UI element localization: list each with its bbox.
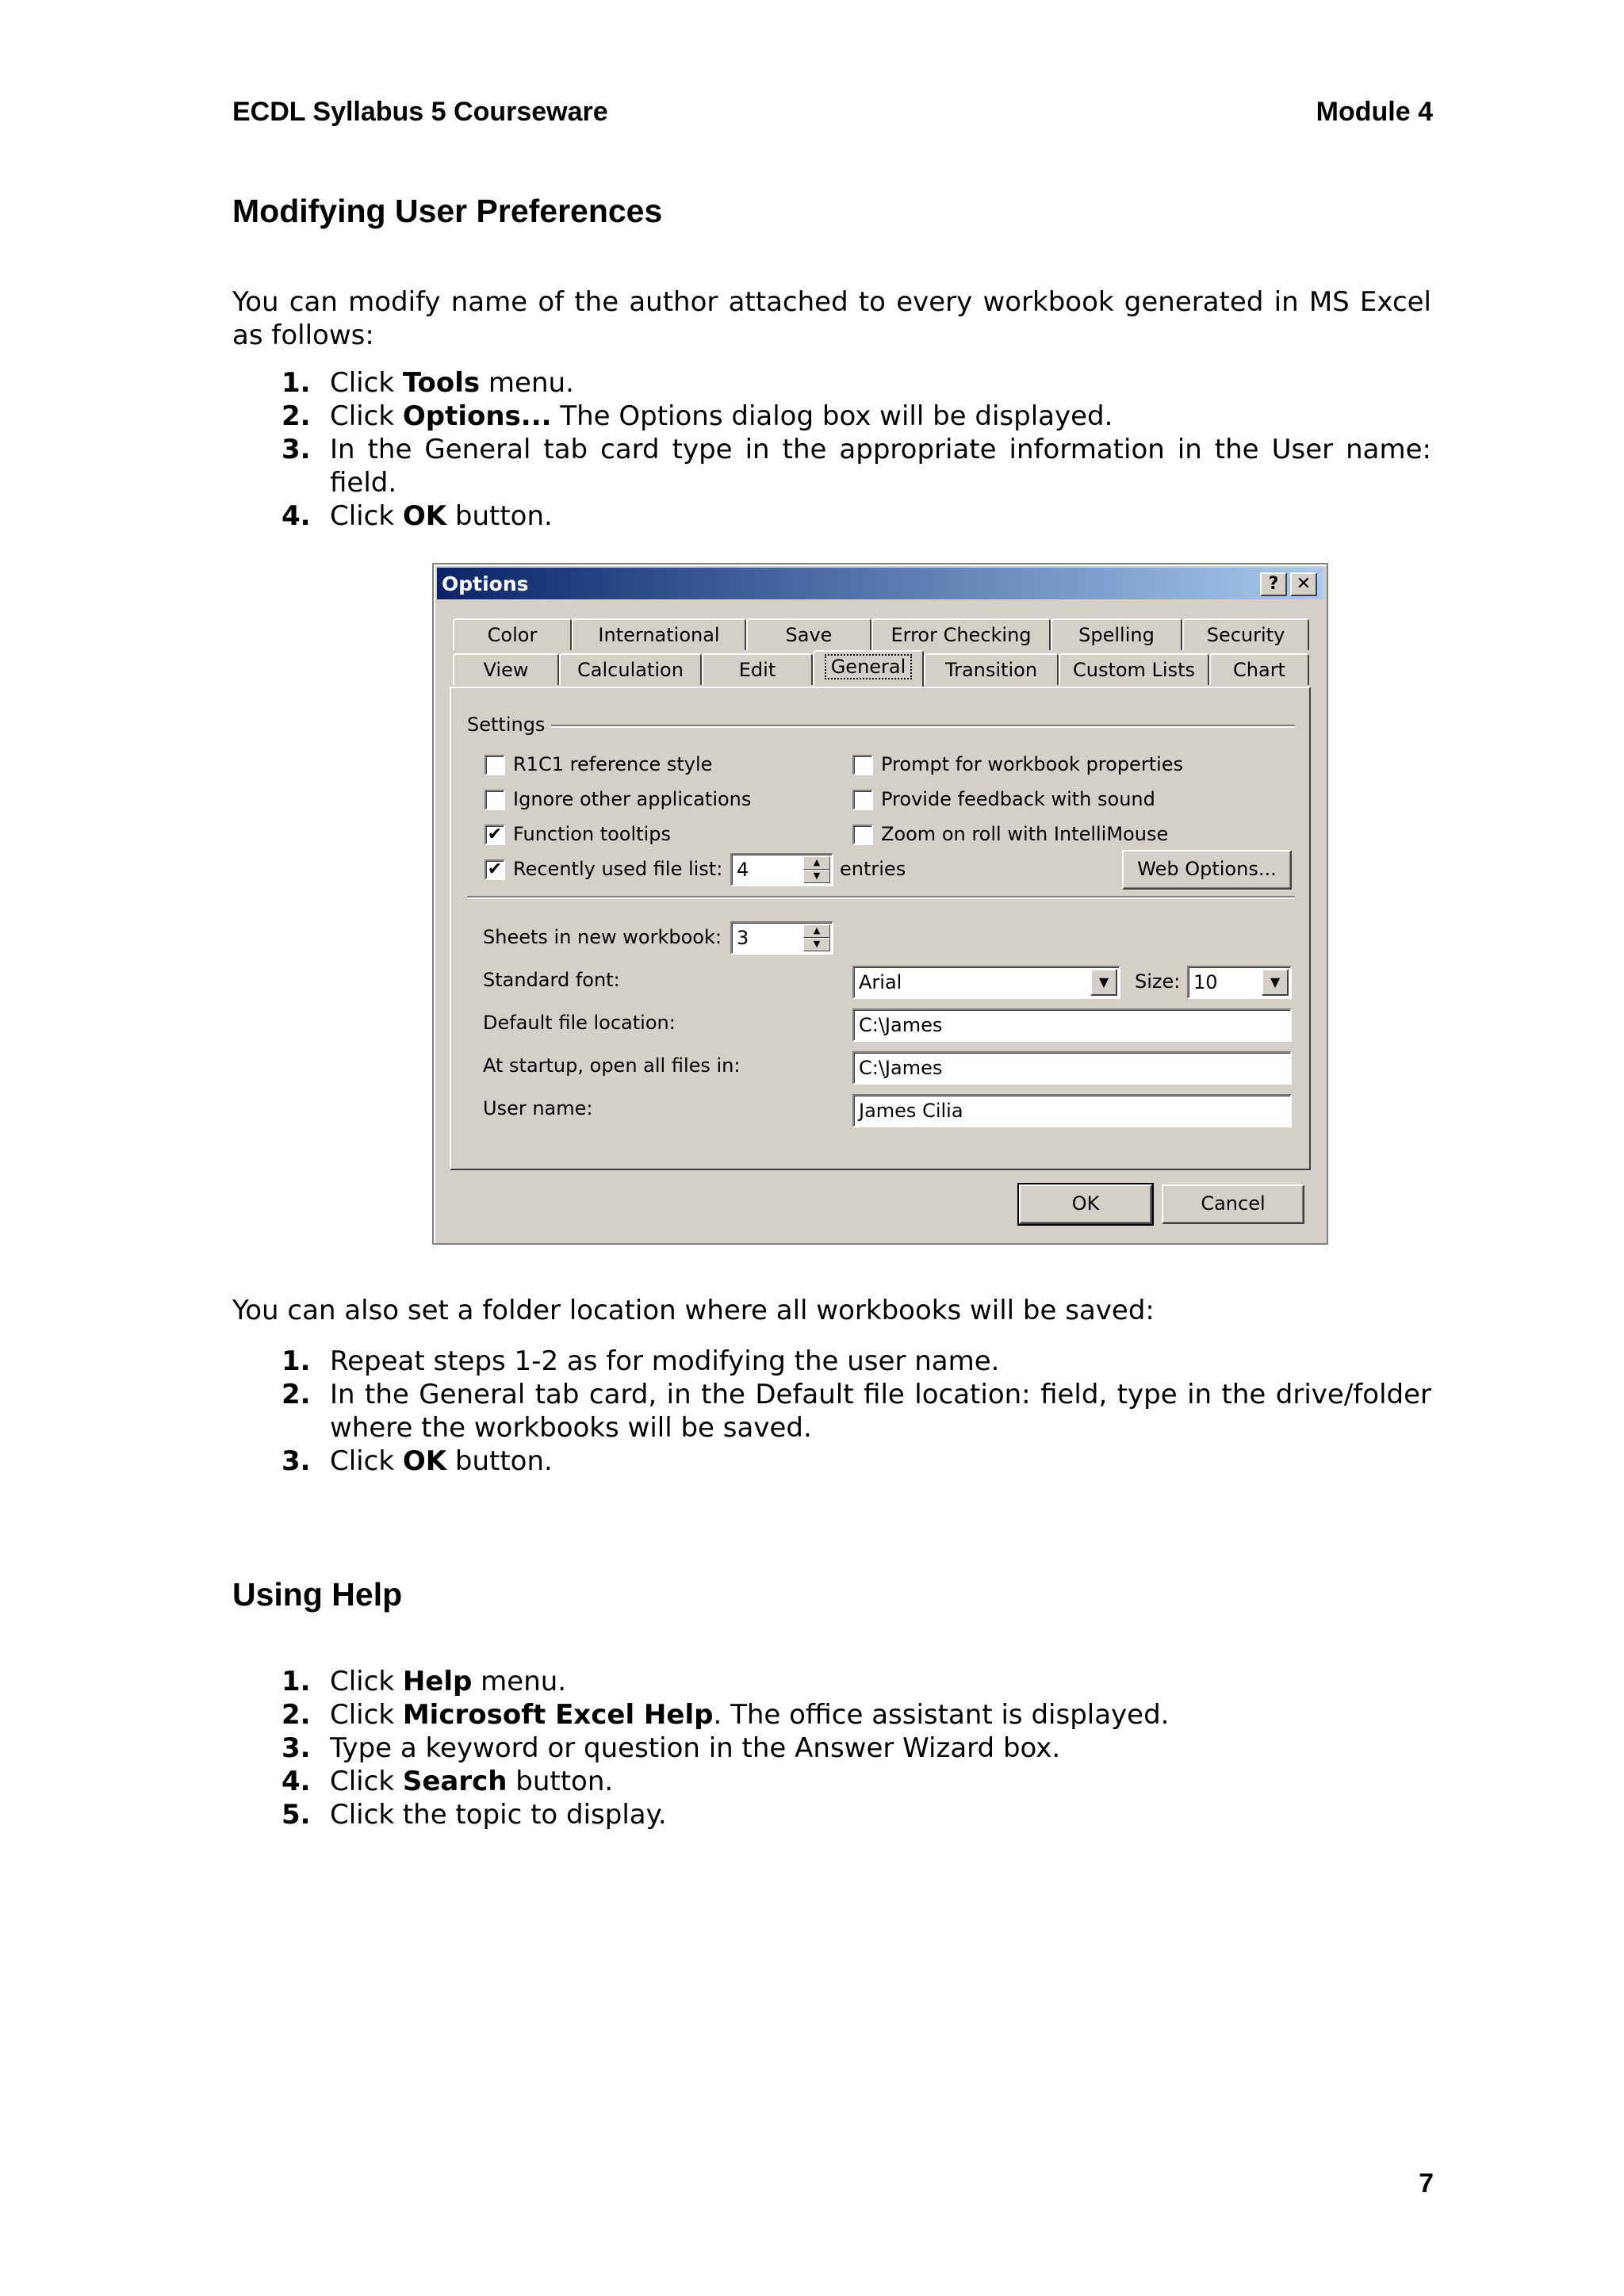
size-label: Size:: [1135, 970, 1181, 993]
sheets-count-input[interactable]: [730, 921, 833, 955]
section-heading-preferences: Modifying User Preferences: [232, 193, 663, 229]
list-item: [232, 1345, 1431, 1378]
step-text-suffix: button.: [507, 1766, 614, 1797]
page-number: 7: [1419, 2168, 1434, 2198]
step-text-suffix: menu.: [480, 367, 574, 399]
step-keyword: Help: [402, 1666, 473, 1697]
entries-label: entries: [840, 858, 906, 880]
options-dialog: [432, 563, 1328, 1245]
step-text: In the General tab card type in the appropriate information in the User name: field.: [330, 434, 1431, 499]
list-item: [232, 400, 1431, 433]
spin-up-icon[interactable]: ▲: [803, 856, 830, 870]
step-text: Click: [330, 1666, 403, 1697]
dialog-titlebar: [437, 568, 1323, 599]
cancel-button[interactable]: Cancel: [1162, 1184, 1304, 1224]
step-text-suffix: button.: [446, 500, 553, 532]
section-divider: [467, 896, 1295, 899]
prompt-properties-label: Prompt for workbook properties: [881, 753, 1184, 775]
tab-chart[interactable]: Chart: [1209, 653, 1309, 685]
step-text-suffix: menu.: [472, 1666, 567, 1697]
preferences-steps: [232, 366, 1431, 533]
list-item: [232, 1798, 1431, 1831]
tab-international[interactable]: International: [572, 618, 746, 650]
folder-steps: [232, 1345, 1431, 1478]
chevron-down-icon[interactable]: ▼: [1090, 969, 1117, 996]
recent-files-spinner[interactable]: [803, 856, 830, 883]
step-text: Click: [330, 1766, 403, 1797]
tab-custom-lists[interactable]: Custom Lists: [1059, 653, 1209, 685]
default-location-label: Default file location:: [483, 1012, 676, 1034]
sheets-count-value: 3: [737, 927, 749, 949]
step-number: 3.: [282, 1445, 311, 1477]
help-button[interactable]: ?: [1260, 572, 1287, 596]
recent-files-label: Recently used file list:: [513, 858, 723, 880]
list-item: [232, 1665, 1431, 1698]
ignore-apps-label: Ignore other applications: [513, 788, 752, 810]
recent-files-count-value: 4: [737, 859, 749, 881]
step-number: 2.: [282, 1379, 311, 1410]
step-keyword: OK: [402, 1445, 447, 1477]
help-steps: [232, 1665, 1431, 1831]
step-text: Repeat steps 1-2 as for modifying the user name.: [330, 1345, 1000, 1377]
user-name-label: User name:: [483, 1097, 593, 1119]
sheets-label: Sheets in new workbook:: [483, 926, 722, 948]
sheets-spinner[interactable]: [803, 924, 830, 951]
tab-calculation[interactable]: Calculation: [559, 653, 702, 685]
dialog-title: Options: [442, 572, 529, 595]
step-text: Type a keyword or question in the Answer Wizard box.: [330, 1732, 1061, 1764]
step-text: In the General tab card, in the Default file location: field, type in the drive/folder where the workbooks will be saved.: [330, 1379, 1431, 1444]
tab-color[interactable]: Color: [453, 618, 572, 650]
startup-folder-input[interactable]: C:\James: [852, 1051, 1292, 1085]
tab-security[interactable]: Security: [1182, 618, 1309, 650]
prompt-properties-checkbox[interactable]: [852, 755, 873, 775]
recent-files-count-input[interactable]: [730, 853, 833, 886]
general-tab-panel: [450, 687, 1311, 1170]
spin-up-icon[interactable]: ▲: [803, 924, 830, 938]
zoom-intellimouse-label: Zoom on roll with IntelliMouse: [881, 823, 1169, 845]
list-item: [232, 366, 1431, 400]
list-item: [232, 1732, 1431, 1765]
standard-font-value: Arial: [859, 971, 902, 993]
step-number: 2.: [282, 400, 311, 432]
section-heading-help: Using Help: [232, 1576, 403, 1613]
step-text: Click: [330, 1699, 403, 1731]
step-text: Click the topic to display.: [330, 1799, 667, 1831]
chevron-down-icon[interactable]: ▼: [1262, 969, 1289, 996]
step-text-suffix: The Options dialog box will be displayed.: [551, 400, 1113, 432]
step-keyword: Options...: [402, 400, 552, 432]
step-text: Click: [330, 367, 403, 399]
list-item: [232, 1698, 1431, 1732]
tab-spelling[interactable]: Spelling: [1051, 618, 1182, 650]
list-item: [232, 1765, 1431, 1798]
list-item: [232, 1378, 1431, 1445]
function-tooltips-checkbox[interactable]: ✔: [485, 825, 505, 845]
step-keyword: Microsoft Excel Help: [402, 1699, 714, 1731]
zoom-intellimouse-checkbox[interactable]: [852, 825, 873, 845]
step-text-suffix: . The office assistant is displayed.: [713, 1699, 1170, 1731]
r1c1-label: R1C1 reference style: [513, 753, 713, 775]
step-keyword: Search: [402, 1766, 508, 1797]
font-size-select[interactable]: [1187, 966, 1292, 999]
step-number: 1.: [282, 367, 311, 399]
tab-error-checking[interactable]: Error Checking: [871, 618, 1051, 650]
tab-save[interactable]: Save: [746, 618, 871, 650]
spin-down-icon[interactable]: ▼: [803, 938, 830, 951]
user-name-input[interactable]: James Cilia: [852, 1094, 1292, 1127]
tab-edit[interactable]: Edit: [702, 653, 813, 685]
tab-view[interactable]: View: [453, 653, 559, 685]
header-module: Module 4: [1316, 97, 1433, 127]
step-text: Click: [330, 400, 403, 432]
font-size-value: 10: [1193, 971, 1218, 993]
feedback-sound-checkbox[interactable]: [852, 790, 873, 810]
intro-paragraph: You can modify name of the author attached to every workbook generated in MS Excel as follows:: [232, 286, 1431, 351]
step-keyword: OK: [402, 500, 447, 532]
step-text: Click: [330, 1445, 403, 1477]
startup-folder-label: At startup, open all files in:: [483, 1054, 741, 1077]
standard-font-select[interactable]: [852, 966, 1120, 999]
settings-group-label: Settings: [467, 714, 546, 736]
function-tooltips-label: Function tooltips: [513, 823, 671, 845]
list-item: [232, 499, 1431, 533]
step-keyword: Tools: [402, 367, 481, 399]
ignore-apps-checkbox[interactable]: [485, 790, 505, 810]
list-item: [232, 433, 1431, 499]
step-number: 5.: [282, 1799, 311, 1831]
feedback-sound-label: Provide feedback with sound: [881, 788, 1155, 810]
step-text: Click: [330, 500, 403, 532]
step-number: 1.: [282, 1345, 311, 1377]
step-number: 3.: [282, 1732, 311, 1764]
ok-button[interactable]: OK: [1019, 1184, 1152, 1224]
spin-down-icon[interactable]: ▼: [803, 870, 830, 883]
tab-transition[interactable]: Transition: [924, 653, 1059, 685]
settings-divider: [551, 725, 1295, 728]
step-number: 4.: [282, 500, 311, 532]
recent-files-checkbox[interactable]: ✔: [485, 859, 505, 880]
close-button[interactable]: ✕: [1290, 572, 1317, 596]
folder-intro-paragraph: You can also set a folder location where all workbooks will be saved:: [232, 1295, 1155, 1326]
step-number: 1.: [282, 1666, 311, 1697]
list-item: [232, 1445, 1431, 1478]
step-number: 2.: [282, 1699, 311, 1731]
default-location-input[interactable]: C:\James: [852, 1008, 1292, 1042]
step-text-suffix: button.: [446, 1445, 553, 1477]
header-title: ECDL Syllabus 5 Courseware: [232, 97, 608, 127]
standard-font-label: Standard font:: [483, 969, 620, 991]
r1c1-checkbox[interactable]: [485, 755, 505, 775]
tab-general[interactable]: General: [813, 650, 924, 687]
web-options-button[interactable]: Web Options...: [1122, 850, 1292, 890]
step-number: 4.: [282, 1766, 311, 1797]
step-number: 3.: [282, 434, 311, 465]
